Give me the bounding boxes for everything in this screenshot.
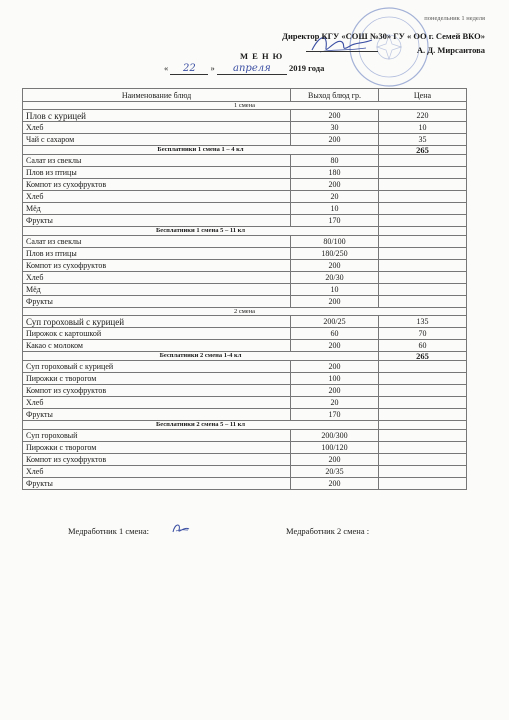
table-row bbox=[23, 373, 467, 385]
table-row bbox=[23, 236, 467, 248]
header-price: Цена bbox=[379, 89, 467, 102]
table-row bbox=[23, 122, 467, 134]
table-row bbox=[23, 272, 467, 284]
price-value bbox=[379, 478, 467, 490]
table-row bbox=[23, 409, 467, 421]
portion-value: 20/35 bbox=[291, 466, 379, 478]
free-meal-group-title: Бесплатники 1 смена 5 – 11 кл bbox=[23, 227, 379, 236]
portion-value: 60 bbox=[291, 328, 379, 340]
free-meal-group-row bbox=[23, 421, 467, 430]
group-total bbox=[379, 227, 467, 236]
table-row bbox=[23, 385, 467, 397]
price-value bbox=[379, 272, 467, 284]
dish-name: Фрукты bbox=[23, 296, 291, 308]
dish-name: Хлеб bbox=[23, 122, 291, 134]
free-meal-group-row bbox=[23, 146, 467, 155]
portion-value: 200 bbox=[291, 385, 379, 397]
dish-name: Суп гороховый с курицей bbox=[23, 316, 291, 328]
signature-line bbox=[306, 51, 378, 52]
portion-value: 80/100 bbox=[291, 236, 379, 248]
table-row bbox=[23, 328, 467, 340]
table-row bbox=[23, 430, 467, 442]
shift-title: 1 смена bbox=[23, 102, 467, 110]
portion-value: 20 bbox=[291, 191, 379, 203]
portion-value: 100/120 bbox=[291, 442, 379, 454]
portion-value: 200 bbox=[291, 340, 379, 352]
corner-note: понедельник 1 неделя bbox=[424, 15, 485, 22]
portion-value: 200 bbox=[291, 454, 379, 466]
portion-value: 170 bbox=[291, 409, 379, 421]
portion-value: 20 bbox=[291, 397, 379, 409]
price-value bbox=[379, 203, 467, 215]
dish-name: Суп гороховый bbox=[23, 430, 291, 442]
table-row bbox=[23, 361, 467, 373]
dish-name: Салат из свеклы bbox=[23, 155, 291, 167]
approval-line-name: А. Д. Мирсаитова bbox=[416, 45, 485, 55]
portion-value: 180/250 bbox=[291, 248, 379, 260]
table-row bbox=[23, 134, 467, 146]
price-value bbox=[379, 236, 467, 248]
table-row bbox=[23, 215, 467, 227]
table-row bbox=[23, 260, 467, 272]
menu-title: М Е Н Ю bbox=[240, 51, 284, 61]
table-row bbox=[23, 110, 467, 122]
table-header-row bbox=[23, 89, 467, 102]
table-row bbox=[23, 454, 467, 466]
price-value bbox=[379, 466, 467, 478]
table-row bbox=[23, 478, 467, 490]
portion-value: 200 bbox=[291, 478, 379, 490]
portion-value: 200 bbox=[291, 296, 379, 308]
price-value bbox=[379, 430, 467, 442]
dish-name: Пирожки с творогом bbox=[23, 442, 291, 454]
price-value: 60 bbox=[379, 340, 467, 352]
table-row bbox=[23, 203, 467, 215]
dish-name: Хлеб bbox=[23, 466, 291, 478]
table-row bbox=[23, 248, 467, 260]
dish-name: Пирожок с картошкой bbox=[23, 328, 291, 340]
price-value bbox=[379, 361, 467, 373]
table-row bbox=[23, 167, 467, 179]
date-month: апреля bbox=[233, 63, 271, 74]
price-value bbox=[379, 442, 467, 454]
group-total: 265 bbox=[379, 146, 467, 155]
dish-name: Фрукты bbox=[23, 478, 291, 490]
price-value bbox=[379, 179, 467, 191]
portion-value: 100 bbox=[291, 373, 379, 385]
portion-value: 200 bbox=[291, 110, 379, 122]
price-value bbox=[379, 385, 467, 397]
portion-value: 80 bbox=[291, 155, 379, 167]
portion-value: 200 bbox=[291, 179, 379, 191]
table-row bbox=[23, 179, 467, 191]
price-value bbox=[379, 296, 467, 308]
free-meal-group-title: Бесплатники 1 смена 1 – 4 кл bbox=[23, 146, 379, 155]
shift-title: 2 смена bbox=[23, 308, 467, 316]
medic-shift2-label: Медработник 2 смена : bbox=[286, 526, 370, 536]
dish-name: Плов из птицы bbox=[23, 167, 291, 179]
table-row bbox=[23, 466, 467, 478]
dish-name: Мёд bbox=[23, 203, 291, 215]
price-value: 35 bbox=[379, 134, 467, 146]
group-total bbox=[379, 421, 467, 430]
free-meal-group-row bbox=[23, 352, 467, 361]
dish-name: Какао с молоком bbox=[23, 340, 291, 352]
dish-name: Хлеб bbox=[23, 397, 291, 409]
portion-value: 200 bbox=[291, 361, 379, 373]
price-value: 135 bbox=[379, 316, 467, 328]
price-value: 70 bbox=[379, 328, 467, 340]
table-row bbox=[23, 191, 467, 203]
shift-header-row bbox=[23, 102, 467, 110]
price-value bbox=[379, 260, 467, 272]
menu-table-body bbox=[23, 102, 467, 490]
table-row bbox=[23, 397, 467, 409]
menu-table bbox=[22, 88, 467, 490]
free-meal-group-row bbox=[23, 227, 467, 236]
price-value bbox=[379, 397, 467, 409]
portion-value: 10 bbox=[291, 203, 379, 215]
header-portion: Выход блюд гр. bbox=[291, 89, 379, 102]
price-value bbox=[379, 409, 467, 421]
dish-name: Мёд bbox=[23, 284, 291, 296]
portion-value: 30 bbox=[291, 122, 379, 134]
portion-value: 200/25 bbox=[291, 316, 379, 328]
portion-value: 200/300 bbox=[291, 430, 379, 442]
portion-value: 10 bbox=[291, 284, 379, 296]
dish-name: Компот из сухофруктов bbox=[23, 260, 291, 272]
medic-shift1-label: Медработник 1 смена: bbox=[68, 526, 149, 536]
price-value bbox=[379, 215, 467, 227]
price-value bbox=[379, 155, 467, 167]
dish-name: Плов из птицы bbox=[23, 248, 291, 260]
free-meal-group-title: Бесплатники 2 смена 5 – 11 кл bbox=[23, 421, 379, 430]
portion-value: 200 bbox=[291, 260, 379, 272]
group-total: 265 bbox=[379, 352, 467, 361]
date-close-quote: » bbox=[210, 63, 215, 73]
dish-name: Пирожки с творогом bbox=[23, 373, 291, 385]
price-value: 10 bbox=[379, 122, 467, 134]
price-value bbox=[379, 191, 467, 203]
dish-name: Фрукты bbox=[23, 215, 291, 227]
portion-value: 170 bbox=[291, 215, 379, 227]
price-value bbox=[379, 248, 467, 260]
table-row bbox=[23, 316, 467, 328]
price-value bbox=[379, 284, 467, 296]
price-value: 220 bbox=[379, 110, 467, 122]
approval-line-director: Директор КГУ «СОШ №30» ГУ « ОО г. Семей ВКО» bbox=[282, 31, 485, 41]
table-row bbox=[23, 296, 467, 308]
table-row bbox=[23, 340, 467, 352]
date-day: 22 bbox=[183, 63, 196, 74]
medic-signature bbox=[170, 520, 192, 536]
price-value bbox=[379, 167, 467, 179]
table-row bbox=[23, 155, 467, 167]
dish-name: Хлеб bbox=[23, 272, 291, 284]
dish-name: Фрукты bbox=[23, 409, 291, 421]
header-dish-name: Наименование блюд bbox=[23, 89, 291, 102]
dish-name: Чай с сахаром bbox=[23, 134, 291, 146]
dish-name: Салат из свеклы bbox=[23, 236, 291, 248]
date-open-quote: « bbox=[164, 63, 169, 73]
dish-name: Хлеб bbox=[23, 191, 291, 203]
price-value bbox=[379, 454, 467, 466]
dish-name: Компот из сухофруктов bbox=[23, 179, 291, 191]
dish-name: Суп гороховый с курицей bbox=[23, 361, 291, 373]
dish-name: Плов с курицей bbox=[23, 110, 291, 122]
portion-value: 200 bbox=[291, 134, 379, 146]
dish-name: Компот из сухофруктов bbox=[23, 454, 291, 466]
date-year: 2019 года bbox=[289, 63, 325, 73]
dish-name: Компот из сухофруктов bbox=[23, 385, 291, 397]
table-row bbox=[23, 442, 467, 454]
portion-value: 20/30 bbox=[291, 272, 379, 284]
menu-date bbox=[164, 63, 324, 75]
free-meal-group-title: Бесплатники 2 смена 1-4 кл bbox=[23, 352, 379, 361]
table-row bbox=[23, 284, 467, 296]
shift-header-row bbox=[23, 308, 467, 316]
price-value bbox=[379, 373, 467, 385]
portion-value: 180 bbox=[291, 167, 379, 179]
